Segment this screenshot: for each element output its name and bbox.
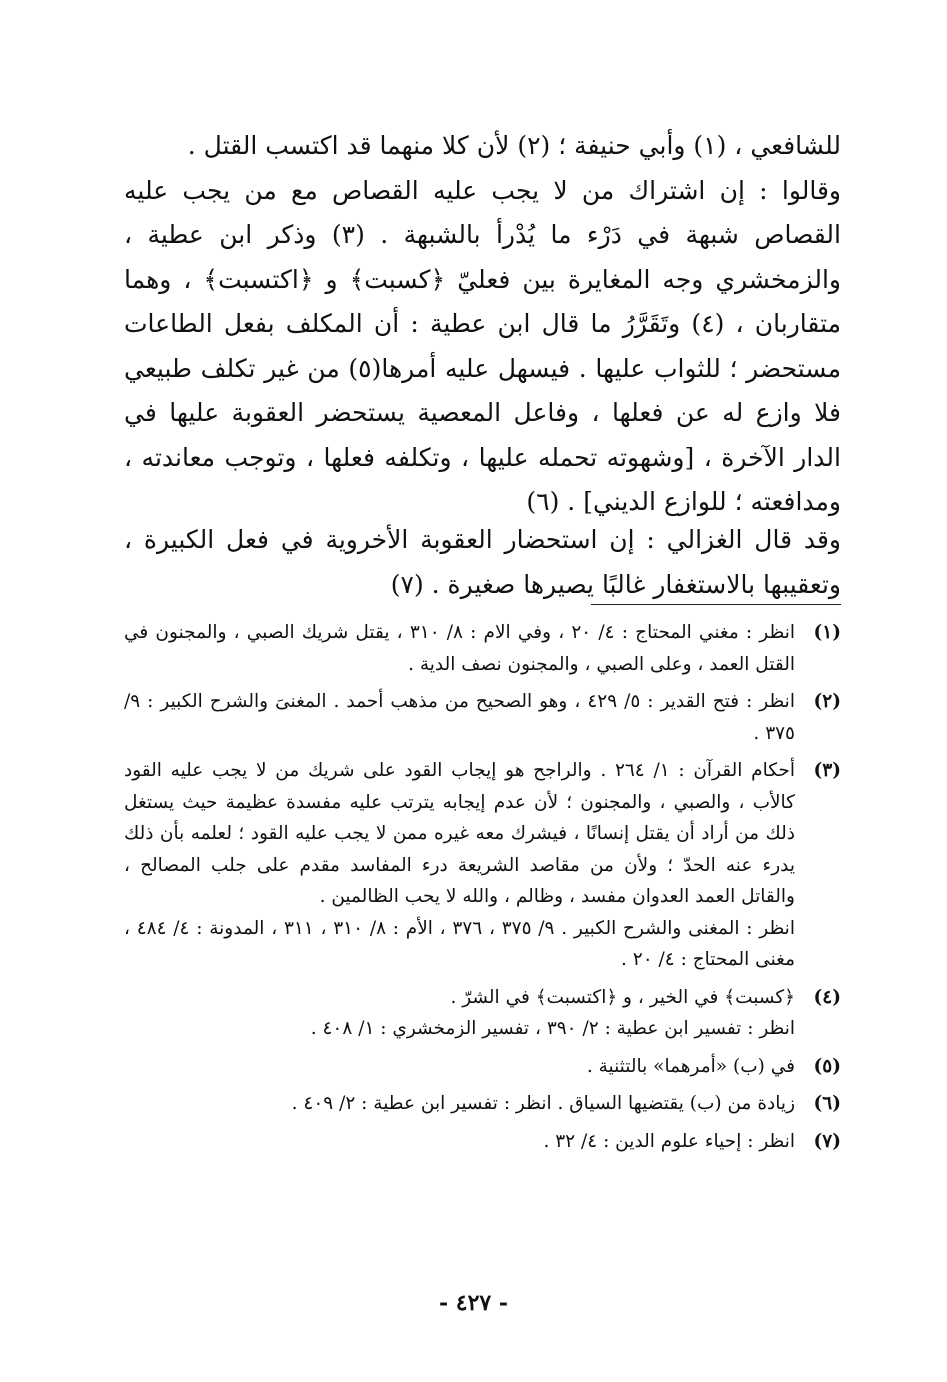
footnote-text: انظر : فتح القدير : ٥/ ٤٢٩ ، وهو الصحيح من مذهب أحمد . المغنىَ والشرح الكبير : ٩/ ٣٧٥ . bbox=[124, 691, 795, 744]
footnote-text: في (ب) «أمرهما» بالتثنية . bbox=[586, 1055, 795, 1077]
footnote-text: ﴿كسبت﴾ في الخير ، و ﴿اكتسبت﴾ في الشرّ . bbox=[450, 986, 795, 1008]
paragraph-3: وقد قال الغزالي : إن استحضار العقوبة الأخروية في فعل الكبيرة ، وتعقيبها بالاستغفار غالبًا يصيرها صغيرة . (٧) bbox=[124, 525, 841, 599]
footnote-text: زيادة من (ب) يقتضيها السياق . انظر : تفسير ابن عطية : ٢/ ٤٠٩ . bbox=[291, 1093, 795, 1114]
footnote-text: انظر : مغني المحتاج : ٤/ ٢٠ ، وفي الام : ٨/ ٣١٠ ، يقتل شريك الصبي ، والمجنون في القتل العمد ، وعلى الصبي ، والمجنون نصف الدية . bbox=[124, 622, 795, 675]
footnote-number: (٦) bbox=[813, 1093, 841, 1114]
footnote-number: (٤) bbox=[813, 986, 841, 1008]
ghazali-quote bbox=[124, 518, 841, 607]
footnote-1 bbox=[124, 617, 841, 680]
footnotes bbox=[124, 617, 841, 1163]
main-text bbox=[124, 124, 841, 525]
footnote-number: (٧) bbox=[813, 1130, 841, 1152]
footnote-number: (١) bbox=[813, 622, 841, 643]
footnote-text: انظر : إحياء علوم الدين : ٤/ ٣٢ . bbox=[543, 1130, 795, 1152]
footnote-4 bbox=[124, 982, 841, 1045]
footnote-text: أحكام القرآن : ١/ ٢٦٤ . والراجح هو إيجاب القود على شريك من لا يجب عليه القود كالأب ، والصبي ، والمجنون ؛ لأن عدم إيجابه يترتب عليه مفسدة عظيمة حيث يستغل ذلك من أراد أن يقتل إنسانًا ، فيشرك معه غيره ممن لا يجب عليه القود ؛ لعلمه بأن ذلك يدرء عنه الحدّ ؛ ولأن من مقاصد الشريعة درء المفاسد مقدم على جلب المصالح ، والقاتل العمد العدوان مفسد ، وظالم ، والله لا يحب الظالمين . bbox=[124, 760, 796, 907]
paragraph-2: وقالوا : إن اشتراك من لا يجب عليه القصاص مع من يجب عليه القصاص شبهة في دَرْء ما يُدْرأ بالشبهة . (٣) وذكر ابن عطية ، والزمخشري وجه المغايرة بين فعليّ ﴿كسبت﴾ و ﴿اكتسبت﴾ ، وهما متقاربان ، (٤) وتَقَرَّرُ ما قال ابن عطية : أن المكلف بفعل الطاعات مستحضر ؛ للثواب عليها . فيسهل عليه أمرها(٥) من غير تكلف طبيعي فلا وازع له عن فعلها ، وفاعل المعصية يستحضر العقوبة عليها في الدار الآخرة ، [وشهوته تحمله عليها ، وتكلفه فعلها ، وتوجب معاندته ، ومدافعته ؛ للوازع الديني] . (٦) bbox=[124, 175, 842, 516]
paragraph-1: للشافعي ، (١) وأبي حنيفة ؛ (٢) لأن كلا منهما قد اكتسب القتل . bbox=[187, 131, 841, 160]
footnote-6 bbox=[124, 1088, 841, 1120]
footnote-text: انظر : تفسير ابن عطية : ٢/ ٣٩٠ ، تفسير الزمخشري : ١/ ٤٠٨ . bbox=[310, 1018, 795, 1039]
footnote-2 bbox=[124, 686, 841, 749]
footnote-5 bbox=[124, 1051, 841, 1083]
page-number: - ٤٢٧ - bbox=[438, 1290, 509, 1316]
footnote-number: (٣) bbox=[813, 760, 841, 781]
footnote-separator bbox=[591, 604, 841, 605]
footnote-text: انظر : المغنى والشرح الكبير . ٩/ ٣٧٥ ، ٣٧٦ ، الأم : ٨/ ٣١٠ ، ٣١١ ، المدونة : ٤/ ٤٨٤ ، مغنى المحتاج : ٤/ ٢٠ . bbox=[124, 917, 795, 970]
footnote-number: (٢) bbox=[813, 691, 841, 712]
footnote-number: (٥) bbox=[813, 1055, 841, 1077]
footnote-7 bbox=[124, 1126, 841, 1158]
footnote-3 bbox=[124, 755, 841, 976]
